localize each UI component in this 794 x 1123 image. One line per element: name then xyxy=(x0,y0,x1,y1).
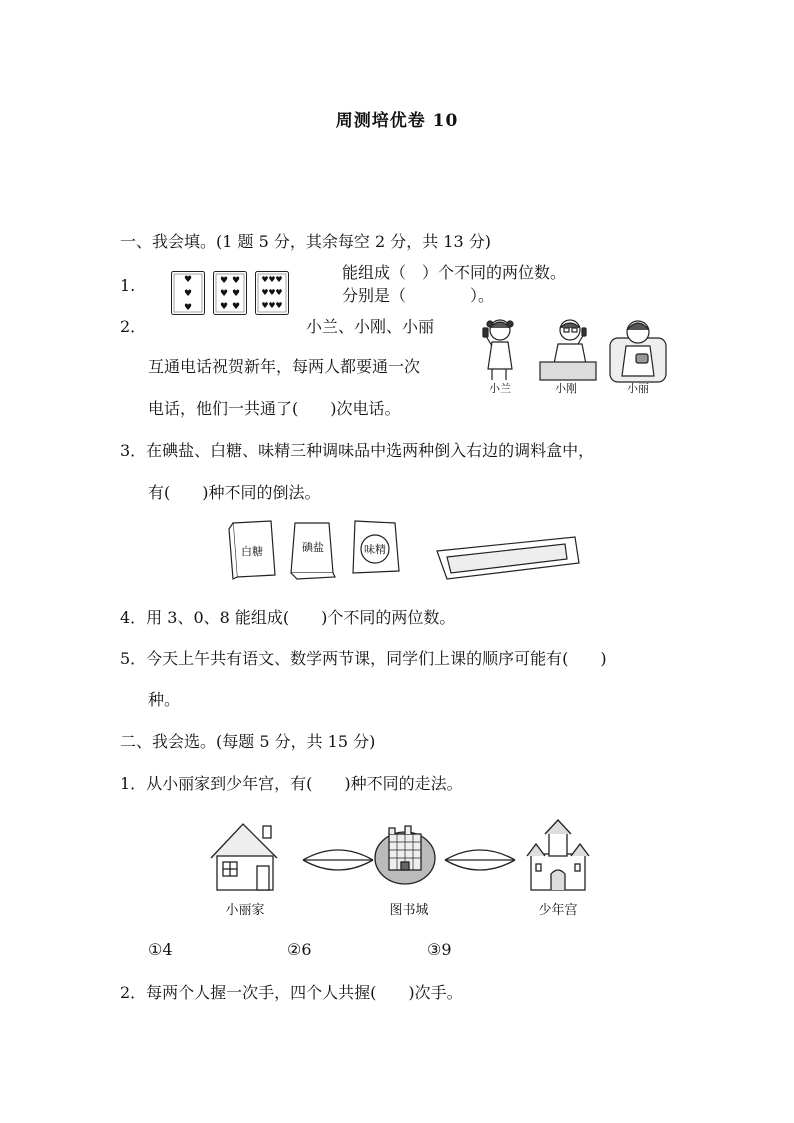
q2-line2: 互通电话祝贺新年，每两人都要通一次 xyxy=(148,357,421,376)
svg-text:♥: ♥ xyxy=(261,288,269,297)
bag-label-msg: 味精 xyxy=(364,543,386,556)
option-3[interactable]: ③9 xyxy=(427,940,452,959)
svg-text:♥: ♥ xyxy=(219,289,229,299)
q4-text: 4．用 3、0、8 能组成( )个不同的两位数。 xyxy=(120,608,456,627)
q3-line1: 3．在碘盐、白糖、味精三种调味品中选两种倒入右边的调料盒中， xyxy=(120,441,595,460)
caption-bookcity: 图书城 xyxy=(389,903,429,918)
svg-text:♥: ♥ xyxy=(268,275,276,284)
svg-text:♥: ♥ xyxy=(268,301,276,310)
library-icon xyxy=(375,826,435,884)
caption-home: 小丽家 xyxy=(225,903,265,918)
caption-xiaolan: 小兰 xyxy=(489,382,511,395)
svg-text:♥: ♥ xyxy=(231,276,241,286)
q3-line2: 有( )种不同的倒法。 xyxy=(148,483,321,502)
svg-text:♥: ♥ xyxy=(275,301,283,310)
q5-line2: 种。 xyxy=(148,690,181,709)
caption-xiaogang: 小刚 xyxy=(555,382,577,395)
svg-text:♥: ♥ xyxy=(183,289,193,299)
page-title: 周测培优卷 10 xyxy=(335,111,459,131)
q1-line2: 分别是（ ）。 xyxy=(342,286,495,305)
s2-q2-text: 2．每两个人握一次手，四个人共握( )次手。 xyxy=(120,983,463,1002)
section-2-header: 二、我会选。(每题 5 分，共 15 分) xyxy=(120,732,376,751)
playing-card-9 xyxy=(255,271,289,315)
q1-number: 1. xyxy=(120,276,136,295)
phone-children-illustration xyxy=(478,314,678,396)
bag-label-sugar: 白糖 xyxy=(241,545,263,558)
q2-line3: 电话，他们一共通了( )次电话。 xyxy=(148,399,401,418)
seasoning-illustration xyxy=(225,517,580,585)
svg-text:♥: ♥ xyxy=(268,288,276,297)
playing-card-3 xyxy=(171,271,205,315)
svg-text:♥: ♥ xyxy=(183,275,193,285)
playing-card-6 xyxy=(213,271,247,315)
castle-icon xyxy=(527,820,589,890)
svg-text:♥: ♥ xyxy=(261,301,269,310)
svg-text:♥: ♥ xyxy=(231,302,241,312)
section-1-header: 一、我会填。(1 题 5 分，其余每空 2 分，共 13 分) xyxy=(120,232,491,251)
route-illustration xyxy=(205,818,605,924)
svg-text:♥: ♥ xyxy=(219,302,229,312)
option-2[interactable]: ②6 xyxy=(287,940,312,959)
svg-text:♥: ♥ xyxy=(219,276,229,286)
caption-palace: 少年宫 xyxy=(538,903,578,918)
option-1[interactable]: ①4 xyxy=(148,940,173,959)
house-icon xyxy=(211,824,277,890)
s2-q1-text: 1．从小丽家到少年宫，有( )种不同的走法。 xyxy=(120,774,463,793)
q2-number: 2． xyxy=(120,317,147,336)
svg-text:♥: ♥ xyxy=(275,275,283,284)
svg-text:♥: ♥ xyxy=(183,303,193,313)
q1-line1: 能组成（ ）个不同的两位数。 xyxy=(342,263,567,282)
caption-xiaoli: 小丽 xyxy=(627,382,649,395)
svg-text:♥: ♥ xyxy=(275,288,283,297)
svg-text:♥: ♥ xyxy=(231,289,241,299)
svg-text:♥: ♥ xyxy=(261,275,269,284)
bag-label-salt: 碘盐 xyxy=(302,541,324,554)
q5-line1: 5．今天上午共有语文、数学两节课，同学们上课的顺序可能有( ) xyxy=(120,649,607,668)
q2-line1: 小兰、小刚、小丽 xyxy=(306,317,435,336)
